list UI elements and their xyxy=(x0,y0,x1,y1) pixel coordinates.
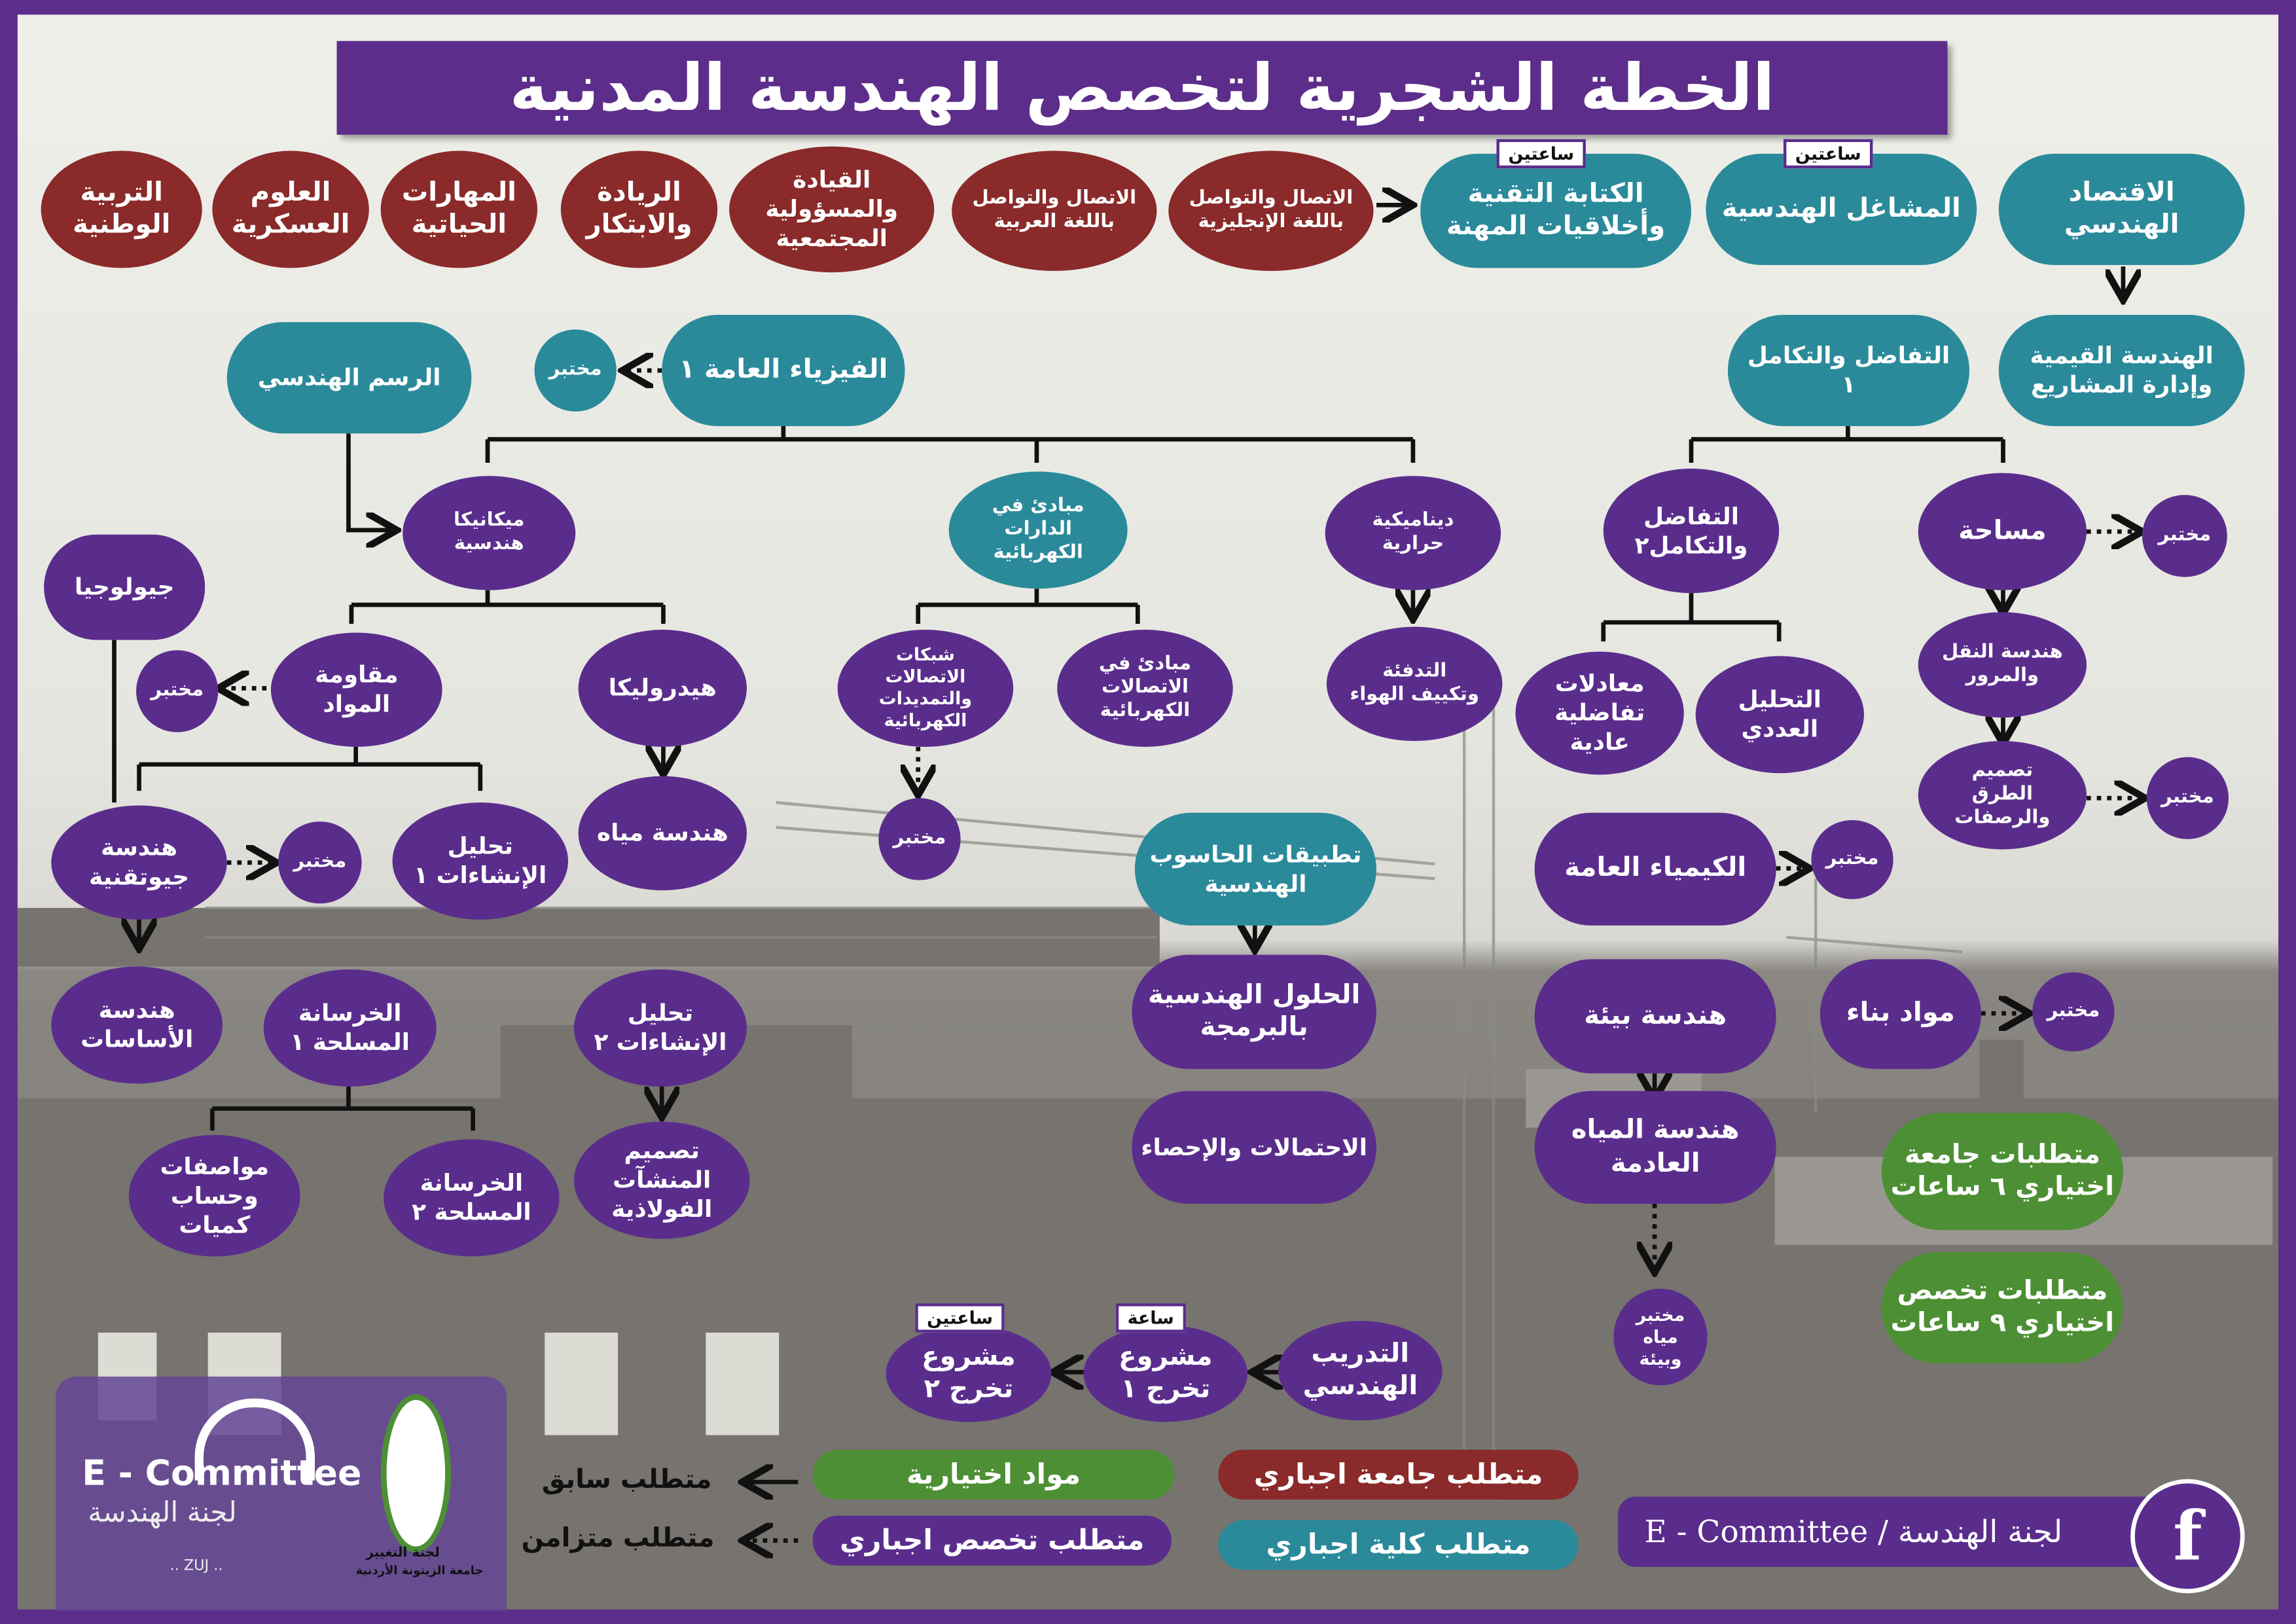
course-programming-solutions[interactable]: الحلول الهندسية بالبرمجة xyxy=(1132,955,1376,1070)
course-engineering-workshops[interactable]: المشاغل الهندسية xyxy=(1706,154,1977,265)
lab-water-environment[interactable]: مختبر مياه وبيئة xyxy=(1613,1289,1707,1386)
logo-panel xyxy=(56,1377,507,1611)
course-calculus-2[interactable]: التفاضل والتكامل٢ xyxy=(1604,469,1779,593)
university-electives[interactable]: متطلبات جامعة اختياري ٦ ساعات xyxy=(1882,1113,2123,1230)
course-life-skills[interactable]: المهارات الحياتية xyxy=(381,151,537,268)
course-hvac[interactable]: التدفئة وتكييف الهواء xyxy=(1327,627,1502,742)
footer-page-name[interactable]: E - Committee / لجنة الهندسة xyxy=(1618,1496,2160,1566)
lab-materials-strength[interactable]: مختبر xyxy=(136,650,218,732)
hours-badge: ساعتين xyxy=(1784,139,1873,169)
window xyxy=(706,1333,779,1435)
course-leadership[interactable]: القيادة والمسؤولية المجتمعية xyxy=(729,147,934,272)
course-numerical-analysis[interactable]: التحليل العددي xyxy=(1696,656,1864,773)
course-environmental-engineering[interactable]: هندسة بيئة xyxy=(1535,959,1776,1074)
course-foundation-engineering[interactable]: هندسة الأساسات xyxy=(51,967,223,1084)
lab-geotechnical[interactable]: مختبر xyxy=(278,821,362,903)
lab-chemistry[interactable]: مختبر xyxy=(1811,820,1893,899)
legend-university-required: متطلب جامعة اجباري xyxy=(1218,1450,1578,1500)
lab-networks[interactable]: مختبر xyxy=(878,798,960,880)
course-physics-1[interactable]: الفيزياء العامة ١ xyxy=(662,315,905,426)
facebook-icon[interactable]: f xyxy=(2130,1479,2245,1594)
course-specifications-quantities[interactable]: مواصفات وحساب كميات xyxy=(129,1135,300,1257)
course-graduation-project-2[interactable]: مشروع تخرج ٢ xyxy=(886,1326,1052,1422)
legend-prerequisite: متطلب سابق xyxy=(541,1464,712,1496)
major-electives[interactable]: متطلبات تخصص اختياري ٩ ساعات xyxy=(1882,1252,2123,1363)
university-name: جامعة الزيتونة الأردنية xyxy=(355,1564,484,1578)
course-general-chemistry[interactable]: الكيمياء العامة xyxy=(1535,813,1776,926)
course-entrepreneurship[interactable]: الريادة والابتكار xyxy=(561,151,717,268)
course-value-engineering[interactable]: الهندسة القيمية وإدارة المشاريع xyxy=(1999,315,2245,426)
course-military-sciences[interactable]: العلوم العسكرية xyxy=(212,151,368,268)
course-geotechnical-engineering[interactable]: هندسة جيوتقنية xyxy=(51,805,226,920)
course-strength-of-materials[interactable]: مقاومة المواد xyxy=(271,632,442,747)
course-computer-applications[interactable]: تطبيقات الحاسوب الهندسية xyxy=(1135,813,1376,926)
window xyxy=(545,1333,618,1435)
lab-roads[interactable]: مختبر xyxy=(2147,757,2229,839)
ecommittee-logo-text: E - Committee xyxy=(82,1453,362,1494)
ecommittee-logo-arabic: لجنة الهندسة xyxy=(88,1496,237,1529)
legend-faculty-required: متطلب كلية اجباري xyxy=(1218,1520,1578,1570)
course-electrical-communications[interactable]: مبادئ في الاتصالات الكهربائية xyxy=(1057,630,1232,747)
page-title: الخطة الشجرية لتخصص الهندسة المدنية xyxy=(337,41,1948,135)
lab-physics[interactable]: مختبر xyxy=(535,329,617,411)
course-water-engineering[interactable]: هندسة مياه xyxy=(579,776,747,891)
course-arabic-communication[interactable]: الاتصال والتواصل باللغة العربية xyxy=(952,151,1157,270)
course-surveying[interactable]: مساحة xyxy=(1918,473,2087,590)
course-graduation-project-1[interactable]: مشروع تخرج ١ xyxy=(1084,1326,1248,1422)
hours-badge: ساعتين xyxy=(915,1303,1005,1333)
building-silhouette xyxy=(18,908,1160,966)
course-structural-analysis-1[interactable]: تحليل الإنشاءات ١ xyxy=(393,803,568,920)
zuj-text: .. ZUJ .. xyxy=(170,1558,223,1574)
hours-badge: ساعتين xyxy=(1496,139,1586,169)
change-committee-text: لجنة التغيير xyxy=(366,1546,440,1561)
course-geology[interactable]: جيولوجيا xyxy=(44,535,205,640)
course-engineering-economics[interactable]: الاقتصاد الهندسي xyxy=(1999,154,2245,265)
lab-building-materials[interactable]: مختبر xyxy=(2032,973,2114,1052)
course-structural-analysis-2[interactable]: تحليل الإنشاءات ٢ xyxy=(574,969,747,1087)
legend-corequisite: متطلب متزامن xyxy=(521,1523,715,1554)
course-reinforced-concrete-1[interactable]: الخرسانة المسلحة ١ xyxy=(264,969,437,1087)
course-probability-statistics[interactable]: الاحتمالات والإحصاء xyxy=(1132,1091,1376,1204)
hours-badge: ساعة xyxy=(1116,1303,1186,1333)
course-thermodynamics[interactable]: ديناميكية حرارية xyxy=(1325,476,1501,590)
course-engineering-drawing[interactable]: الرسم الهندسي xyxy=(227,322,472,433)
course-engineering-training[interactable]: التدريب الهندسي xyxy=(1278,1321,1443,1420)
course-road-design[interactable]: تصميم الطرق والرصفات xyxy=(1918,741,2087,850)
course-engineering-mechanics[interactable]: ميكانيكا هندسية xyxy=(403,476,575,590)
course-calculus-1[interactable]: التفاضل والتكامل ١ xyxy=(1728,315,1969,426)
course-traffic-engineering[interactable]: هندسة النقل والمرور xyxy=(1918,612,2087,717)
course-communication-networks[interactable]: شبكات الاتصالات والتمديدات الكهربائية xyxy=(838,630,1013,747)
course-technical-writing[interactable]: الكتابة التقنية وأخلاقيات المهنة xyxy=(1420,154,1691,268)
course-steel-structures[interactable]: تصميم المنشآت الفولاذية xyxy=(574,1122,749,1239)
course-building-materials[interactable]: مواد بناء xyxy=(1820,959,1981,1069)
change-committee-emblem xyxy=(381,1394,451,1553)
course-electric-circuits[interactable]: مبادئ في الدارات الكهربائية xyxy=(949,471,1128,588)
course-english-communication[interactable]: الاتصال والتواصل باللغة الإنجليزية xyxy=(1168,151,1373,270)
legend-major-required: متطلب تخصص اجباري xyxy=(813,1516,1172,1566)
lab-surveying[interactable]: مختبر xyxy=(2142,495,2227,577)
course-hydraulics[interactable]: هيدروليكا xyxy=(579,630,747,747)
course-wastewater-engineering[interactable]: هندسة المياه العادمة xyxy=(1535,1091,1776,1204)
course-differential-equations[interactable]: معادلات تفاضلية عادية xyxy=(1516,652,1684,775)
legend-elective: مواد اختيارية xyxy=(813,1450,1175,1500)
course-reinforced-concrete-2[interactable]: الخرسانة المسلحة ٢ xyxy=(384,1140,559,1257)
course-national-education[interactable]: التربية الوطنية xyxy=(41,151,202,268)
